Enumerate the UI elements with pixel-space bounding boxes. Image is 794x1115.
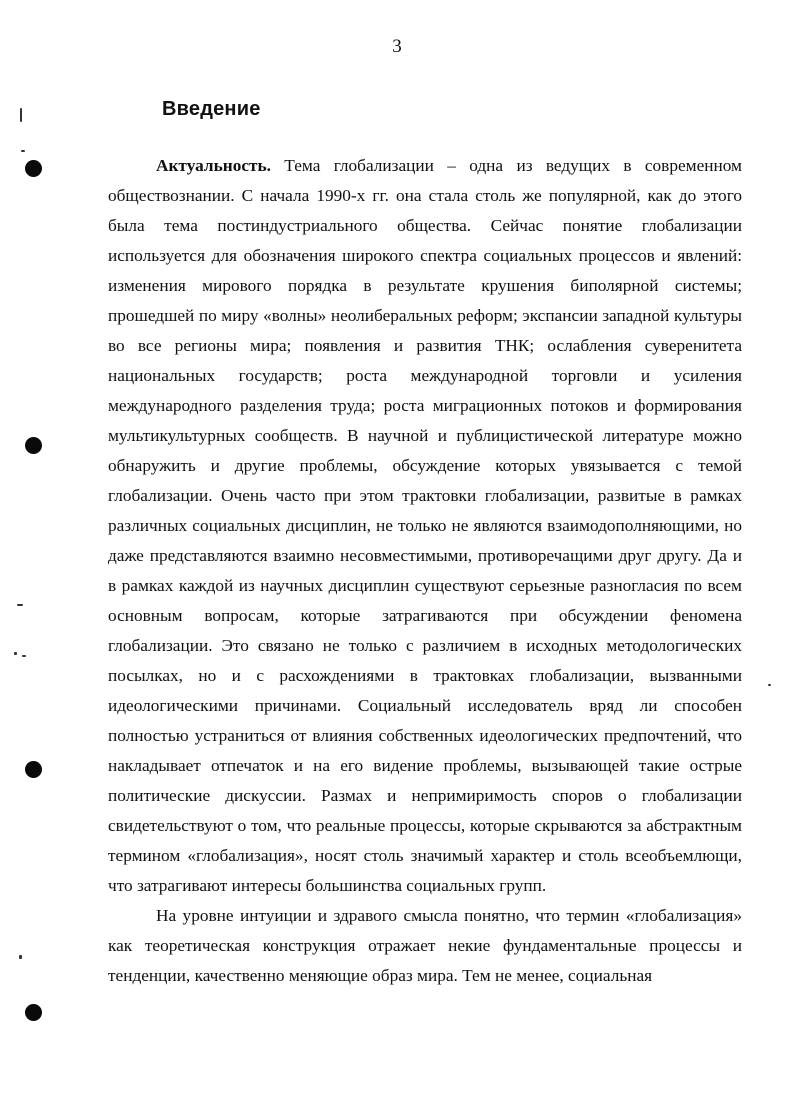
paragraph-2: На уровне интуиции и здравого смысла понятно, что термин «глобализация» как теоретическая конструкция отражает некие фундаментальные процессы и тенденции, качественно меняющие образ мира. Тем не менее, социальная: [108, 906, 742, 985]
binder-hole: [25, 1004, 42, 1021]
section-heading: Введение: [162, 98, 261, 120]
scan-speck: [14, 652, 17, 655]
scan-speck: [19, 955, 22, 959]
scan-speck: [768, 684, 771, 686]
binder-hole: [25, 437, 42, 454]
scan-speck: [17, 604, 23, 606]
binder-hole: [25, 761, 42, 778]
scan-speck: [20, 108, 22, 122]
scan-speck: [22, 655, 26, 657]
paragraph-1-text: Тема глобализации – одна из ведущих в современном обществознании. С начала 1990-х гг. она стала столь же популярной, как до этого была тема постиндустриального общества. Сейчас понятие глобализации используется для обозначения широкого спектра социальных процессов и явлений: изменения мирового порядка в результате крушения биполярной системы; прошедшей по миру «волны» неолиберальных реформ; экспансии западной культуры во все регионы мира; появления и развития ТНК; ослабления суверенитета национальных государств; роста международной торговли и усиления международного разделения труда; роста миграционных потоков и формирования мультикультурных сообществ. В научной и публицистической литературе можно обнаружить и другие проблемы, обсуждение которых увязывается с темой глобализации. Очень часто при этом трактовки глобализации, развитые в рамках различных социальных дисциплин, не только не являются взаимодополняющими, но даже представляются взаимно несовместимыми, противоречащими друг другу. Да и в рамках каждой из научных дисциплин существуют серьезные разногласия по всем основным вопросам, которые затрагиваются при обсуждении феномена глобализации. Это связано не только с различием в исходных методологических посылках, но и с расхождениями в трактовках глобализации, вызванными идеологическими причинами. Социальный исследователь вряд ли способен полностью устраниться от влияния собственных идеологических предпочтений, что накладывает отпечаток и на его видение проблемы, вызывающей такие острые политические дискуссии. Размах и непримиримость споров о глобализации свидетельствуют о том, что реальные процессы, которые скрываются за абстрактным термином «глобализация», носят столь значимый характер и столь всеобъемлющи, что затрагивают интересы большинства социальных групп.: [108, 156, 742, 895]
paragraph-1: [108, 151, 742, 901]
binder-hole: [25, 160, 42, 177]
page-number: 3: [392, 36, 402, 57]
scan-speck: [21, 150, 25, 152]
body-text: [108, 151, 742, 991]
paragraph-lead: Актуальность.: [156, 156, 271, 175]
